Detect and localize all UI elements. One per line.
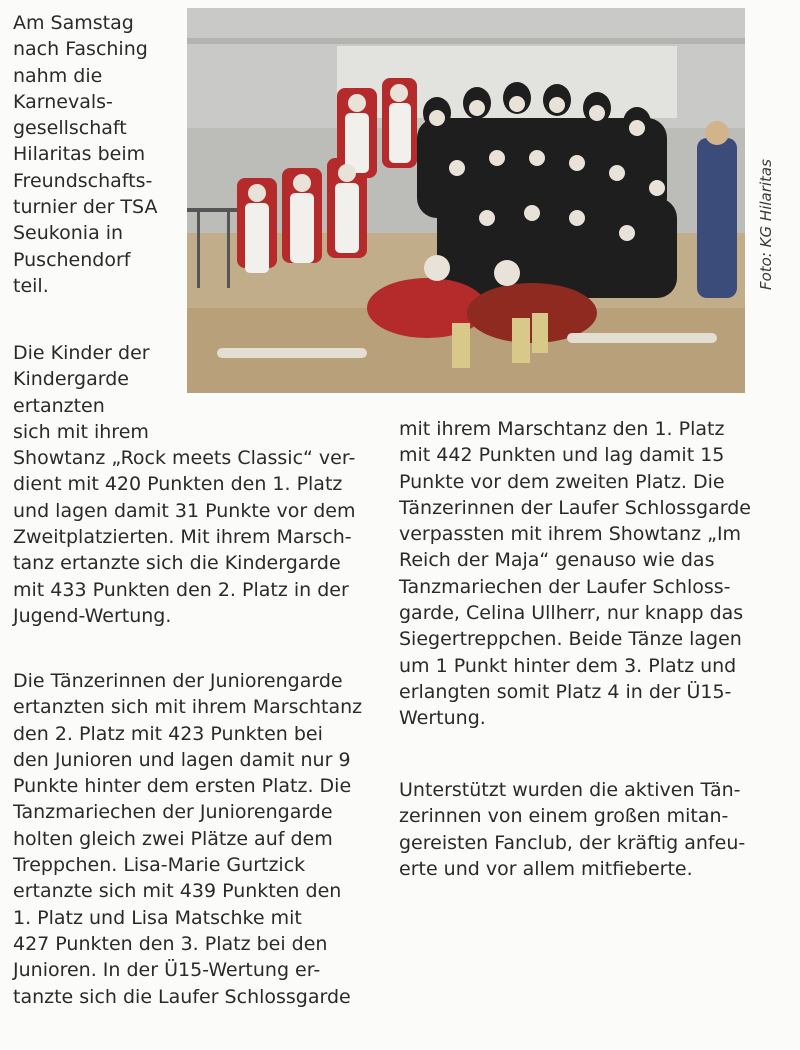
text-line: ertanzte sich mit 439 Punkten den	[13, 880, 342, 903]
text-line: tanz ertanzte sich die Kindergarde	[13, 552, 341, 575]
text-line: Siegertreppchen. Beide Tänze lagen	[399, 628, 742, 651]
juniorengarde-paragraph	[13, 668, 362, 1010]
text-line: Wertung.	[399, 707, 486, 730]
text-line: Showtanz „Rock meets Classic“ ver-	[13, 447, 356, 470]
text-line: erte und vor allem mitfieberte.	[399, 857, 693, 880]
text-line: Punkte vor dem zweiten Platz. Die	[399, 470, 725, 493]
text-line: holten gleich zwei Plätze auf dem	[13, 827, 333, 850]
intro-paragraph	[13, 10, 157, 299]
text-line: Tänzerinnen der Laufer Schlossgarde	[399, 496, 751, 519]
text-line: Punkte hinter dem ersten Platz. Die	[13, 775, 352, 798]
text-line: nahm die	[13, 64, 103, 87]
text-line: tanzte sich die Laufer Schlossgarde	[13, 985, 351, 1008]
text-line: verpassten mit ihrem Showtanz „Im	[399, 523, 742, 546]
text-line: sich mit ihrem	[13, 420, 149, 443]
text-line: Kindergarde	[13, 368, 129, 391]
text-line: Am Samstag	[13, 12, 134, 34]
text-line: mit 433 Punkten den 2. Platz in der	[13, 578, 349, 601]
text-line: Hilaritas beim	[13, 143, 146, 166]
text-line: den Junioren und lagen damit nur 9	[13, 748, 351, 771]
text-line: ertanzten	[13, 394, 105, 417]
text-line: gereisten Fanclub, der kräftig anfeu-	[399, 831, 746, 854]
text-line: turnier der TSA	[13, 196, 158, 219]
text-line: Junioren. In der Ü15-Wertung er-	[13, 959, 321, 982]
text-line: 1. Platz und Lisa Matschke mit	[13, 906, 302, 929]
text-line: Jugend-Wertung.	[13, 604, 172, 627]
fanclub-paragraph	[399, 777, 745, 882]
text-line: Tanzmariechen der Juniorengarde	[13, 801, 333, 824]
text-line: Reich der Maja“ genauso wie das	[399, 549, 715, 572]
text-line: ertanzten sich mit ihrem Marschtanz	[13, 696, 363, 719]
text-line: den 2. Platz mit 423 Punkten bei	[13, 722, 323, 745]
text-line: Seukonia in	[13, 222, 124, 245]
text-line: teil.	[13, 274, 49, 297]
text-line: um 1 Punkt hinter dem 3. Platz und	[399, 654, 737, 677]
text-line: Unterstützt wurden die aktiven Tän-	[399, 779, 741, 801]
text-line: Puschendorf	[13, 248, 131, 271]
group-photo-illustration	[187, 8, 745, 393]
text-line: Treppchen. Lisa-Marie Gurtzick	[13, 854, 306, 877]
text-line: zerinnen von einem großen mitan-	[399, 805, 729, 828]
text-line: mit ihrem Marschtanz den 1. Platz	[399, 418, 725, 440]
schlossgarde-paragraph	[399, 416, 751, 732]
text-line: dient mit 420 Punkten den 1. Platz	[13, 473, 343, 496]
text-line: erlangten somit Platz 4 in der Ü15-	[399, 680, 732, 703]
photo-credit: Foto: KG Hilaritas	[757, 159, 775, 290]
text-line: Freundschafts-	[13, 169, 153, 192]
text-line: Die Kinder der	[13, 342, 150, 364]
text-line: und lagen damit 31 Punkte vor dem	[13, 499, 356, 522]
text-line: garde, Celina Ullherr, nur knapp das	[399, 602, 744, 625]
text-line: nach Fasching	[13, 38, 148, 61]
text-line: Zweitplatzierten. Mit ihrem Marsch-	[13, 526, 352, 549]
text-line: mit 442 Punkten und lag damit 15	[399, 444, 725, 467]
text-line: gesellschaft	[13, 117, 127, 140]
group-photo	[187, 8, 745, 393]
text-line: Karnevals-	[13, 90, 113, 113]
text-line: 427 Punkten den 3. Platz bei den	[13, 932, 328, 955]
text-line: Tanzmariechen der Laufer Schloss-	[399, 575, 731, 598]
text-line: Die Tänzerinnen der Juniorengarde	[13, 670, 343, 692]
